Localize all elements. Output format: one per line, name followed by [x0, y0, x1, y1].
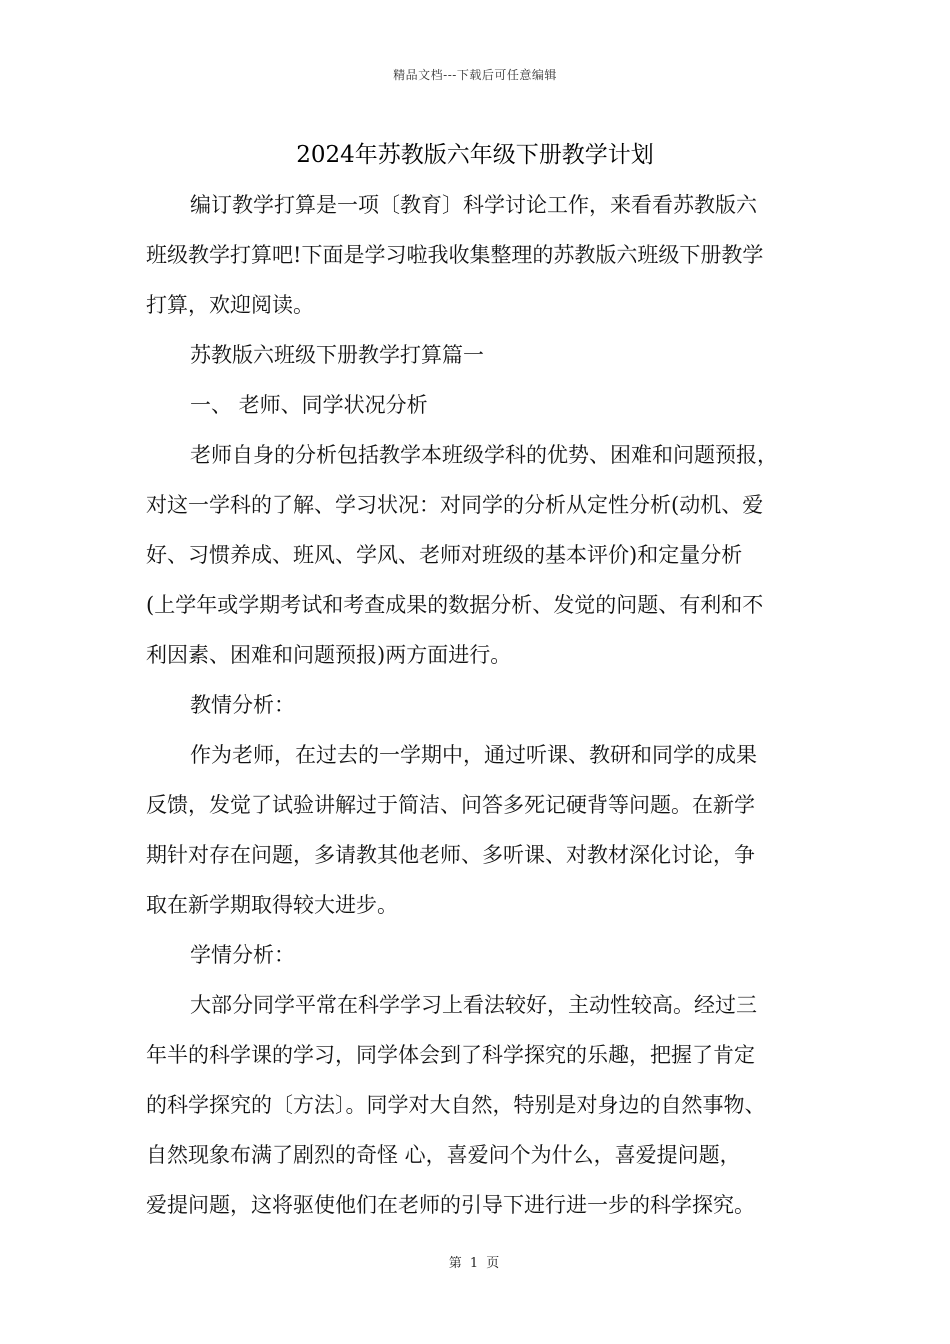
subsection-heading: [146, 680, 826, 730]
text-line: 一、 老师、同学状况分析: [190, 393, 428, 417]
text-line: 学情分析：: [190, 943, 295, 967]
text-line: 年半的科学课的学习，同学体会到了科学探究的乐趣，把握了肯定: [146, 1043, 755, 1067]
paragraph-student-analysis: [146, 980, 826, 1230]
text-line: 对这一学科的了解、学习状况：对同学的分析从定性分析(动机、爱: [146, 493, 764, 517]
text-line: 苏教版六班级下册教学打算篇一: [190, 343, 484, 367]
header-note: 精品文档---下载后可任意编辑: [393, 68, 557, 82]
text-line: 编订教学打算是一项〔教育〕科学讨论工作，来看看苏教版六: [190, 193, 757, 217]
document-title: 2024年苏教版六年级下册教学计划: [296, 142, 654, 168]
paragraph-intro: [146, 180, 826, 330]
text-line: 班级教学打算吧!下面是学习啦我收集整理的苏教版六班级下册教学: [146, 243, 764, 267]
paragraph-teacher-analysis: [146, 430, 826, 680]
text-line: 期针对存在问题，多请教其他老师、多听课、对教材深化讨论，争: [146, 843, 755, 867]
text-line: 打算，欢迎阅读。: [146, 293, 314, 317]
subsection-heading: [146, 930, 826, 980]
text-line: (上学年或学期考试和考查成果的数据分析、发觉的问题、有利和不: [146, 593, 764, 617]
text-line: 利因素、困难和问题预报)两方面进行。: [146, 643, 512, 667]
document-body: [146, 180, 826, 1230]
text-line: 教情分析：: [190, 693, 295, 717]
paragraph-teaching-analysis: [146, 730, 826, 930]
subsection-heading: [146, 380, 826, 430]
section-heading: [146, 330, 826, 380]
text-line: 作为老师，在过去的一学期中，通过听课、教研和同学的成果: [190, 743, 757, 767]
text-line: 爱提问题，这将驱使他们在老师的引导下进行进一步的科学探究。: [146, 1193, 755, 1217]
text-line: 老师自身的分析包括教学本班级学科的优势、困难和问题预报，: [190, 443, 778, 467]
text-line: 的科学探究的〔方法〕。同学对大自然，特别是对身边的自然事物、: [146, 1093, 766, 1117]
text-line: 自然现象布满了剧烈的奇怪 心，喜爱问个为什么，喜爱提问题，: [146, 1143, 741, 1167]
page-number: 第 1 页: [448, 1256, 502, 1271]
text-line: 好、习惯养成、班风、学风、老师对班级的基本评价)和定量分析: [146, 543, 743, 567]
text-line: 大部分同学平常在科学学习上看法较好，主动性较高。经过三: [190, 993, 757, 1017]
text-line: 取在新学期取得较大进步。: [146, 893, 398, 917]
text-line: 反馈，发觉了试验讲解过于简洁、问答多死记硬背等问题。在新学: [146, 793, 755, 817]
